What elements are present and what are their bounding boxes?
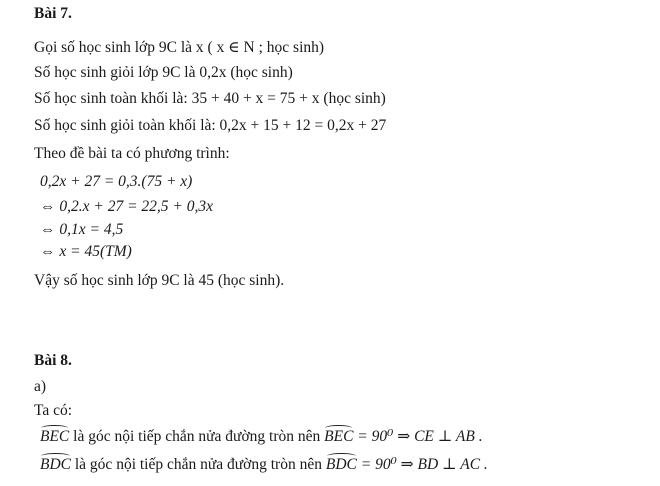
equation-4: ⇔ x = 45(TM) xyxy=(40,243,132,260)
angle-bec-2: BEC xyxy=(324,428,354,445)
equation-1: 0,2x + 27 = 0,3.(75 + x) xyxy=(40,173,193,190)
bai8-ta-co: Ta có: xyxy=(34,402,73,419)
bai7-line-4: Số học sinh giỏi toàn khối là: 0,2x + 15 + 12 = 0,2x + 27 xyxy=(34,117,387,134)
row2-result: = 90⁰ ⇒ BD ⊥ AC . xyxy=(356,456,488,473)
angle-bec: BEC xyxy=(40,428,70,445)
bai8-part-a: a) xyxy=(34,378,47,395)
bai8-row-2 xyxy=(40,455,488,475)
bai8-row-1 xyxy=(40,427,483,447)
row1-result: = 90⁰ ⇒ CE ⊥ AB . xyxy=(353,428,483,445)
bai8-title: Bài 8. xyxy=(34,352,72,369)
row2-text: là góc nội tiếp chắn nửa đường tròn nên xyxy=(71,456,326,473)
bai7-line-2: Số học sinh giỏi lớp 9C là 0,2x (học sinh) xyxy=(34,64,293,81)
bai7-line-3: Số học sinh toàn khối là: 35 + 40 + x = 75 + x (học sinh) xyxy=(34,90,386,107)
bai7-line-1: Gọi số học sinh lớp 9C là x ( x ∈ N ; học sinh) xyxy=(34,39,325,56)
bai7-line-5: Theo đề bài ta có phương trình: xyxy=(34,145,230,162)
equation-2: ⇔ 0,2.x + 27 = 22,5 + 0,3x xyxy=(40,198,214,215)
bai7-conclusion: Vậy số học sinh lớp 9C là 45 (học sinh). xyxy=(34,272,285,289)
row1-text: là góc nội tiếp chắn nửa đường tròn nên xyxy=(69,428,325,445)
angle-bdc-2: BDC xyxy=(325,456,357,473)
bai7-title: Bài 7. xyxy=(34,5,72,22)
angle-bdc: BDC xyxy=(40,456,71,473)
equation-3: ⇔ 0,1x = 4,5 xyxy=(40,221,124,238)
